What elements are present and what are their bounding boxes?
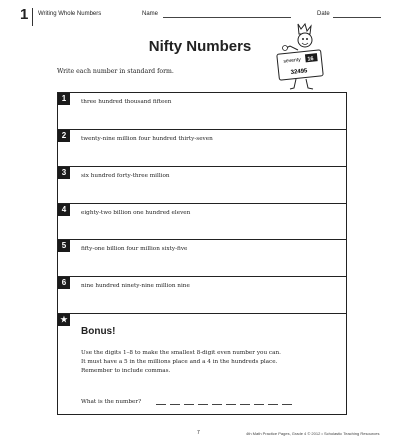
star-icon: ★ — [58, 314, 70, 326]
date-field[interactable] — [333, 17, 381, 18]
item-text: eighty-two billion one hundred eleven — [81, 210, 191, 216]
item-text: nine hundred ninety-nine million nine — [81, 283, 190, 289]
bonus-line: Use the digits 1–8 to make the smallest 8-digit even number you can. — [81, 350, 281, 356]
exercise-row — [58, 167, 346, 204]
instructions: Write each number in standard form. — [57, 68, 174, 75]
unit-number: 1 — [20, 6, 29, 23]
name-label: Name — [142, 11, 159, 17]
exercise-row — [58, 93, 346, 130]
answer-blank[interactable] — [268, 404, 278, 405]
item-number-badge: 3 — [58, 167, 70, 179]
item-number-badge: 1 — [58, 93, 70, 105]
item-number-badge: 5 — [58, 240, 70, 252]
item-text: twenty-nine million four hundred thirty-seven — [81, 136, 213, 142]
exercise-row — [58, 130, 346, 167]
exercise-row — [58, 240, 346, 277]
bonus-section — [58, 314, 346, 414]
item-text: six hundred forty-three million — [81, 173, 170, 179]
bonus-question: What is the number? — [81, 399, 142, 405]
page-header — [20, 6, 390, 24]
unit-divider — [32, 8, 33, 26]
answer-blank[interactable] — [156, 404, 166, 405]
answer-blank[interactable] — [226, 404, 236, 405]
item-number-badge: 6 — [58, 277, 70, 289]
exercise-table — [57, 92, 347, 415]
bonus-line: It must have a 5 in the millions place and a 4 in the hundreds place. — [81, 359, 278, 365]
item-number-badge: 4 — [58, 204, 70, 216]
unit-title: Writing Whole Numbers — [38, 11, 102, 17]
item-text: three hundred thousand fifteen — [81, 99, 172, 105]
item-number-badge: 2 — [58, 130, 70, 142]
mascot-illustration — [268, 22, 330, 92]
answer-blank[interactable] — [240, 404, 250, 405]
page-number: 7 — [197, 430, 200, 436]
answer-blank[interactable] — [198, 404, 208, 405]
mascot-board-mid: 16 — [307, 56, 314, 63]
exercise-row — [58, 277, 346, 314]
answer-blank[interactable] — [254, 404, 264, 405]
answer-blank[interactable] — [282, 404, 292, 405]
name-field[interactable] — [163, 17, 291, 18]
answer-blank[interactable] — [184, 404, 194, 405]
answer-blank[interactable] — [170, 404, 180, 405]
item-text: fifty-one billion four million sixty-five — [81, 246, 188, 252]
mascot-board-top: seventy — [283, 56, 302, 65]
date-label: Date — [317, 11, 330, 17]
bonus-line: Remember to include commas. — [81, 368, 171, 374]
exercise-row — [58, 204, 346, 240]
mascot-board-bottom: 32495 — [290, 68, 308, 76]
bonus-title: Bonus! — [81, 326, 116, 337]
page-title: Nifty Numbers — [148, 38, 252, 55]
footer-credit: 4th Math Practice Pages, Grade 4 © 2012 • Scholastic Teaching Resources — [246, 431, 380, 436]
answer-blank[interactable] — [212, 404, 222, 405]
